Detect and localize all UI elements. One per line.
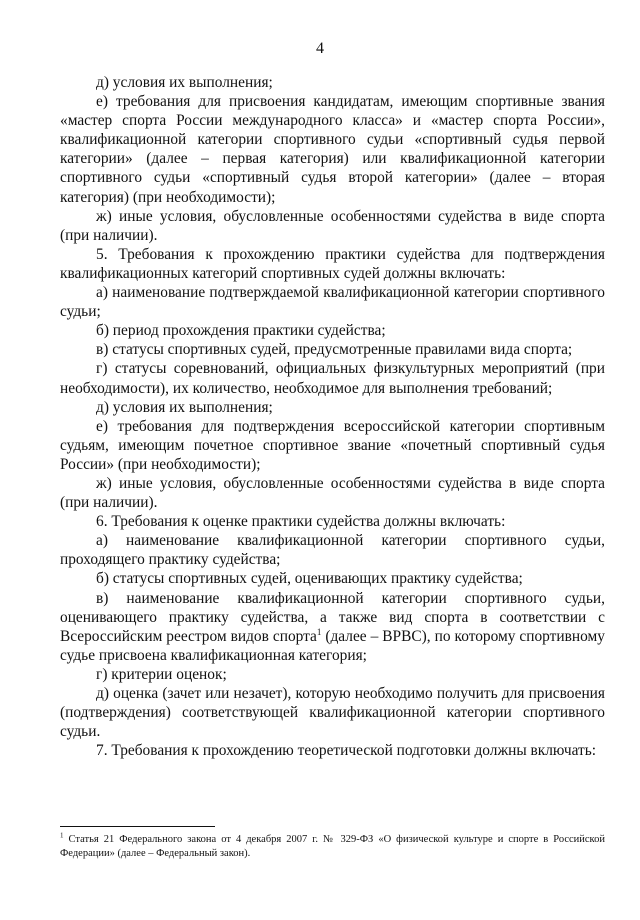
page-number: 4: [316, 40, 324, 57]
paragraph-6-v-text: в) наименование квалификационной категории спортивного судьи, оценивающего практику судейства, а также вид спорта в соответствии с Всероссийским реестром видов спорта: [60, 589, 605, 645]
paragraph-6-a: а) наименование квалификационной категории спортивного судьи, проходящего практику судейства;: [60, 532, 605, 569]
paragraph-6-b: б) статусы спортивных судей, оценивающих практику судейства;: [96, 570, 523, 588]
paragraph-5-e: е) требования для подтверждения всероссийской категории спортивным судьям, имеющим почетное спортивное звание «почетный спортивный судья России» (при необходимости);: [60, 417, 605, 473]
paragraph-6-v-text-continued: (далее – ВРВС), по которому спортивному судье присвоена квалификационная категория;: [60, 627, 605, 664]
paragraph-6-v: [60, 589, 605, 665]
paragraph-5-zh: ж) иные условия, обусловленные особенностями судейства в виде спорта (при наличии).: [60, 474, 605, 512]
paragraph-5-b: б) период прохождения практики судейства;: [96, 322, 386, 340]
footnote-divider: [60, 826, 215, 827]
paragraph-6-intro: 6. Требования к оценке практики судейства должны включать:: [96, 513, 506, 531]
footnote-text: Статья 21 Федерального закона от 4 декабря 2007 г. № 329-ФЗ «О физической культуре и спорте в Российской Федерации» (далее – Федеральный закон).: [60, 834, 605, 859]
footnote-reference[interactable]: 1: [316, 626, 322, 637]
paragraph-7-intro: 7. Требования к прохождению теоретической подготовки должны включать:: [96, 742, 597, 760]
footnote-mark: 1: [60, 831, 64, 840]
document-body: [60, 73, 605, 760]
paragraph-6-d-conditions: д) условия их выполнения;: [96, 74, 273, 91]
paragraph-5-d: д) условия их выполнения;: [96, 398, 273, 416]
paragraph-6-g: г) критерии оценок;: [96, 665, 227, 683]
footnote: [60, 833, 605, 861]
paragraph-6-d: д) оценка (зачет или незачет), которую необходимо получить для присвоения (подтверждения) соответствующей квалификационной категории спортивного судьи.: [60, 685, 605, 741]
paragraph-5-g: г) статусы соревнований, официальных физкультурных мероприятий (при необходимости), их количество, необходимое для выполнения требований;: [60, 360, 605, 397]
paragraph-5-a: а) наименование подтверждаемой квалификационной категории спортивного судьи;: [60, 284, 605, 321]
paragraph-6-e-requirements: е) требования для присвоения кандидатам, имеющим спортивные звания «мастер спорта России международного класса» и «мастер спорта России», квалификационной категории спортивного судьи «спортивный судья первой категории» (далее – первая категория) или квалификационной категории спортивного судьи «спортивный судья второй категории» (далее – вторая категория) (при необходимости);: [60, 93, 605, 206]
paragraph-6-zh-other: ж) иные условия, обусловленные особенностями судейства в виде спорта (при наличии).: [60, 207, 605, 244]
paragraph-5-v: в) статусы спортивных судей, предусмотренные правилами вида спорта;: [96, 341, 573, 359]
paragraph-5-intro: 5. Требования к прохождению практики судейства для подтверждения квалификационных категорий спортивных судей должны включать:: [60, 245, 605, 282]
